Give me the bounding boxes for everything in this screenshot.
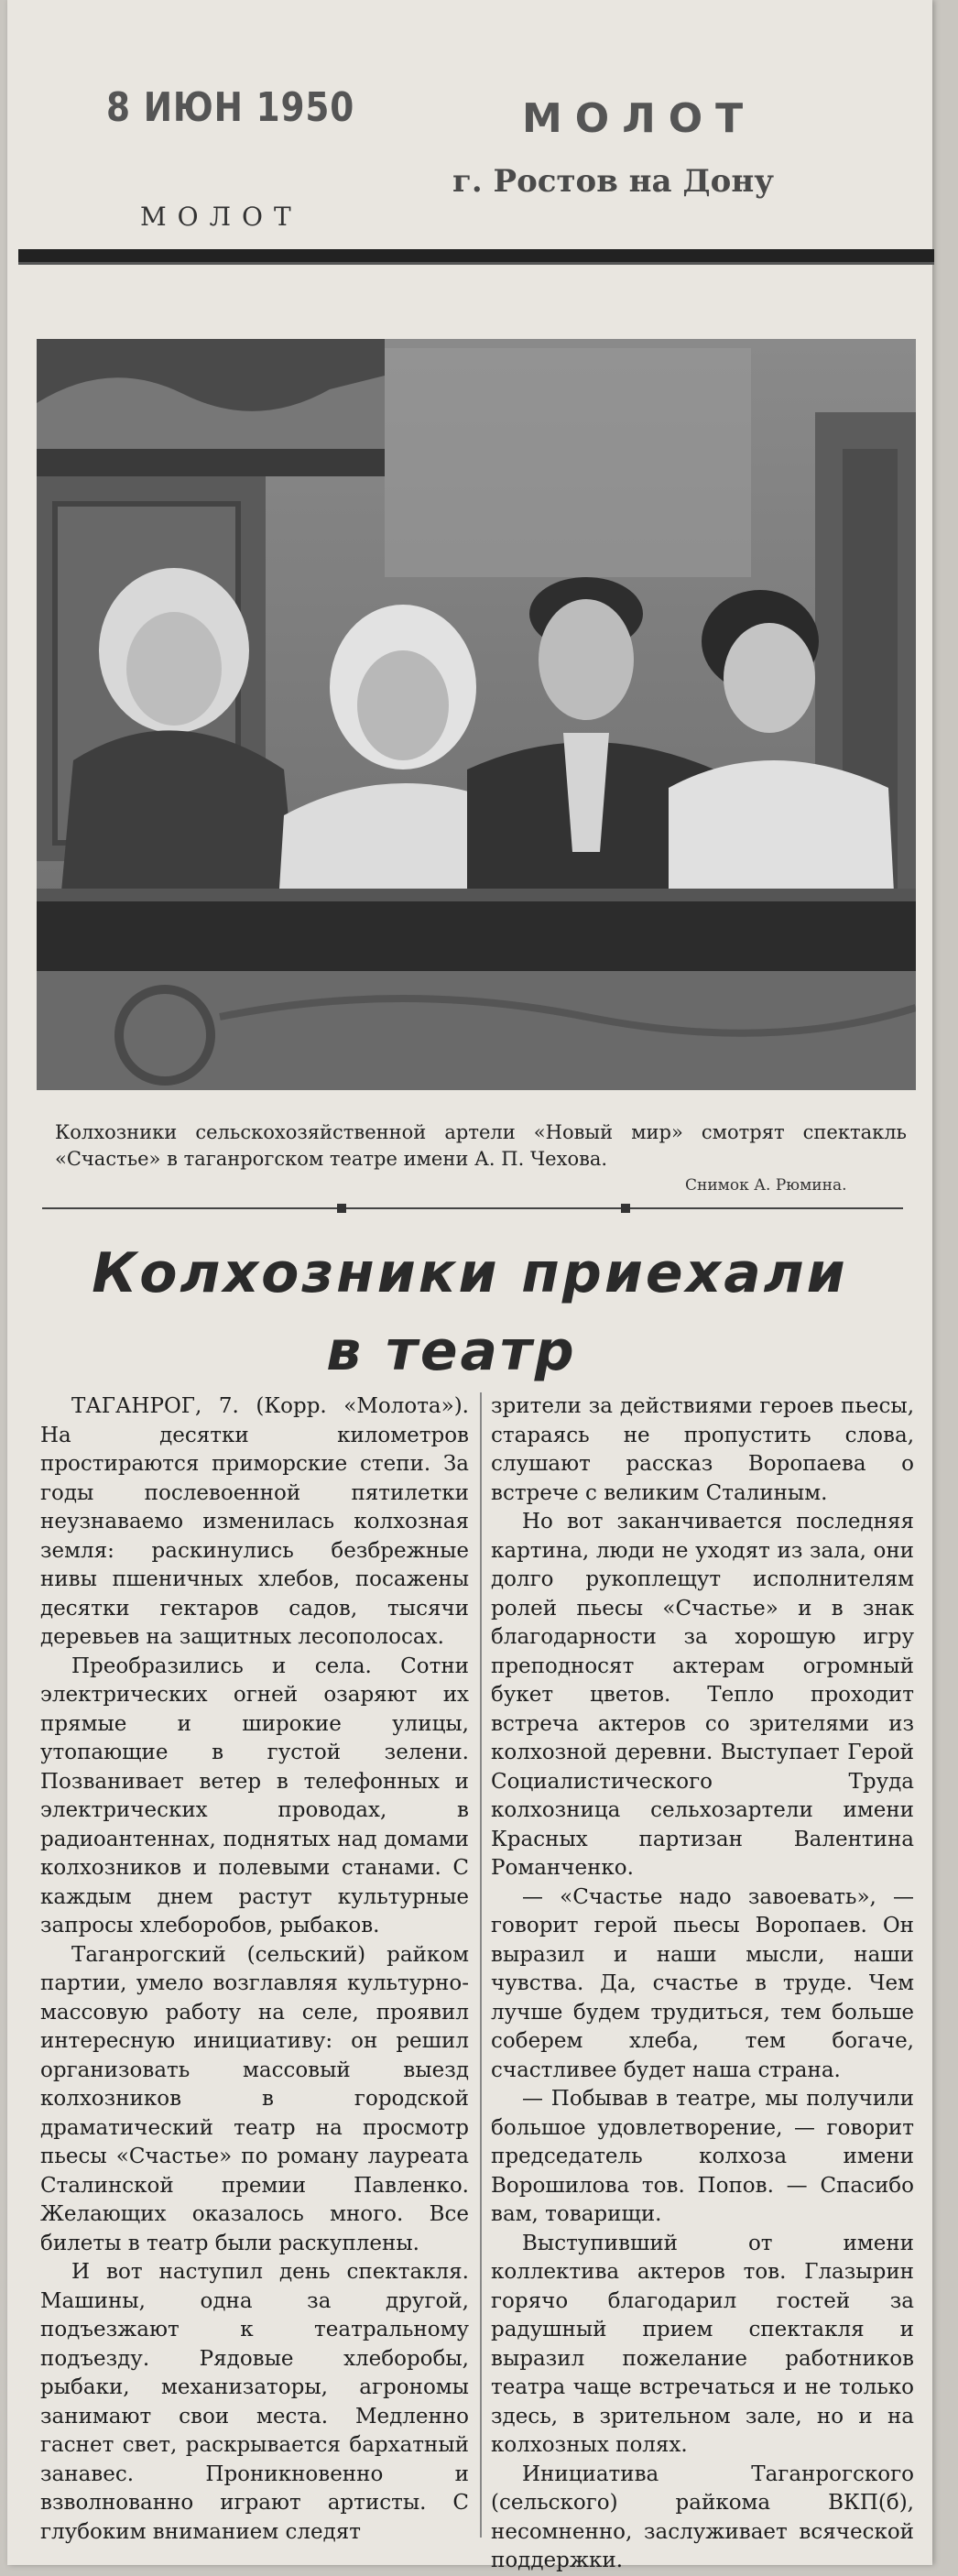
city-stamp: г. Ростов на Дону [452,163,774,200]
paragraph: Преобразились и села. Сотни электрических огней озаряют их прямые и широкие улицы, утопающие в густой зелени. Позванивает ветер в телефонных и электрических проводах, в радиоантеннах, поднятых над домами колхозников и полевыми станами. С каждым днем растут культурные запросы хлеборобов, рыбаков. [40,1654,469,1937]
headline-line-1: Колхозники приехали [92,1241,848,1305]
article-column-left [40,1392,469,2547]
paragraph: Но вот заканчивается последняя картина, люди не уходят из зала, они долго рукоплещут исполнителям ролей пьесы «Счастье» и в знак благодарности за хорошую игру преподносят актерам огромный букет цветов. Тепло проходит встреча актеров со зрителями из колхозной деревни. Выступает Герой Социалистического Труда колхозница сельхозартели имени Красных партизан Валентина Романченко. [491,1510,914,1880]
newspaper-title-stamp: МОЛОТ [522,95,757,142]
section-rule [42,1207,903,1209]
paragraph: — Побывав в театре, мы получили большое удовлетворение, — говорит председатель колхоза имени Ворошилова тов. Попов. — Спасибо вам, товарищи. [491,2087,914,2226]
theatre-box-photo [37,339,916,1090]
headline-line-2: в театр [326,1319,577,1383]
article-column-right [491,1392,914,2576]
paragraph: Инициатива Таганрогского (сельского) райкома ВКП(б), несомненно, заслуживает всяческой поддержки. [491,2461,914,2572]
paragraph: зрители за действиями героев пьесы, стараясь не пропустить слова, слушают рассказ Воропаева о встрече с великим Сталиным. [491,1394,914,1505]
paragraph: Таганрогский (сельский) райком партии, умело возглавляя культурно-массовую работу на селе, проявил интересную инициативу: он решил организовать массовый выезд колхозников в городской драматический театр на просмотр пьесы «Счастье» по роману лауреата Сталинской премии Павленко. Желающих оказалось много. Все билеты в театр были раскуплены. [40,1942,469,2255]
paragraph: ТАГАНРОГ, 7. (Корр. «Молота»). На десятки километров простираются приморские степи. За годы послевоенной пятилетки неузнаваемо изменилась колхозная земля: раскинулись безбрежные нивы пшеничных хлебов, посажены десятки гектаров садов, тысячи деревьев на защитных лесополосах. [40,1394,469,1649]
photo-image [37,339,916,1090]
paragraph: И вот наступил день спектакля. Машины, одна за другой, подъезжают к театральному подъезду. Рядовые хлеборобы, рыбаки, механизаторы, агрономы занимают свои места. Медленно гаснет свет, раскрывается бархатный занавес. Проникновенно и взволнованно играют артисты. С глубоким вниманием следят [40,2260,469,2544]
photo-caption: Колхозники сельскохозяйственной артели «Новый мир» смотрят спектакль «Счастье» в таганрогском театре имени А. П. Чехова. [55,1121,907,1170]
date-stamp: 8 ИЮН 1950 [106,84,355,131]
rule-square [621,1204,630,1213]
photo-credit: Снимок А. Рюмина. [685,1176,847,1195]
newspaper-clipping [7,0,932,2572]
header-rule [18,249,934,265]
rule-square [337,1204,346,1213]
paragraph: Выступивший от имени коллектива актеров тов. Глазырин горячо благодарил гостей за радушный прием спектакля и выразил пожелание работников театра чаще встречаться и не только здесь, в зрительном зале, но и на колхозных полях. [491,2231,914,2457]
newspaper-name: МОЛОТ [140,202,302,232]
column-divider [480,1392,482,2538]
paragraph: — «Счастье надо завоевать», — говорит герой пьесы Воропаев. Он выразил и наши мысли, наши чувства. Да, счастье в труде. Чем лучше будем трудиться, тем больше соберем хлеба, тем богаче, счастливее будет наша страна. [491,1884,914,2082]
